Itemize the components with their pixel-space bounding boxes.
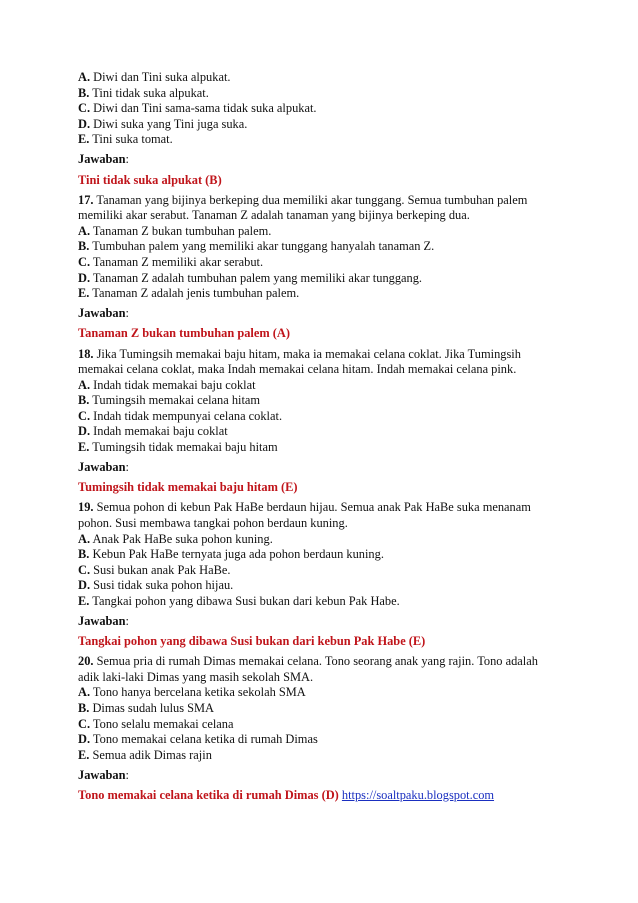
option-b: B. Tumbuhan palem yang memiliki akar tunggang hanyalah tanaman Z. <box>78 239 435 254</box>
question-stem-cont: pohon. Susi membawa tangkai pohon berdaun kuning. <box>78 515 348 530</box>
option-b: B. Tini tidak suka alpukat. <box>78 85 209 100</box>
answer-line <box>78 788 578 804</box>
option-d: D. Tanaman Z adalah tumbuhan palem yang memiliki akar tunggang. <box>78 270 423 285</box>
answer-text: Tumingsih tidak memakai baju hitam (E) <box>78 480 298 495</box>
jawaban-label: Jawaban: <box>78 614 129 628</box>
jawaban-label: Jawaban: <box>78 767 129 782</box>
option-d: D. Susi tidak suka pohon hijau. <box>78 578 234 593</box>
answer-text: Tangkai pohon yang dibawa Susi bukan dari kebun Pak Habe (E) <box>78 634 426 649</box>
option-e: E. Tumingsih tidak memakai baju hitam <box>78 440 278 455</box>
option-c: C. Indah tidak mempunyai celana coklat. <box>78 408 283 423</box>
blog-link[interactable]: https://soaltpaku.blogspot.com <box>341 787 495 802</box>
option-a: A. Indah tidak memakai baju coklat <box>78 377 256 392</box>
document-page <box>78 70 578 804</box>
option-c: C. Diwi dan Tini sama-sama tidak suka alpukat. <box>78 101 317 116</box>
jawaban-label: Jawaban: <box>78 460 129 475</box>
option-a: A. Anak Pak HaBe suka pohon kuning. <box>78 531 273 546</box>
option-a: A. Tono hanya bercelana ketika sekolah SMA <box>78 685 306 700</box>
option-e: E. Tangkai pohon yang dibawa Susi bukan dari kebun Pak Habe. <box>78 593 400 608</box>
question-stem-cont: adik laki-laki Dimas yang masih sekolah SMA. <box>78 669 314 684</box>
option-c: C. Susi bukan anak Pak HaBe. <box>78 562 231 577</box>
answer-text: Tono memakai celana ketika di rumah Dimas (D) <box>78 787 339 802</box>
option-d: D. Diwi suka yang Tini juga suka. <box>78 116 248 131</box>
question-stem: 18. Jika Tumingsih memakai baju hitam, maka ia memakai celana coklat. Jika Tumingsih <box>78 346 521 361</box>
question-18 <box>78 347 578 496</box>
option-e: E. Tanaman Z adalah jenis tumbuhan palem. <box>78 286 300 301</box>
question-stem: 17. Tanaman yang bijinya berkeping dua memiliki akar tunggang. Semua tumbuhan palem <box>78 192 528 207</box>
question-stem-cont: memakai celana coklat, maka Indah memakai celana hitam. Indah memakai celana pink. <box>78 362 517 377</box>
question-stem: 20. Semua pria di rumah Dimas memakai celana. Tono seorang anak yang rajin. Tono adalah <box>78 654 538 669</box>
option-c: C. Tono selalu memakai celana <box>78 716 234 731</box>
option-e: E. Tini suka tomat. <box>78 132 173 147</box>
jawaban-label: Jawaban: <box>78 152 129 167</box>
answer-text: Tini tidak suka alpukat (B) <box>78 172 222 187</box>
option-e: E. Semua adik Dimas rajin <box>78 747 212 762</box>
option-c: C. Tanaman Z memiliki akar serabut. <box>78 255 264 270</box>
question-19 <box>78 500 578 649</box>
question-17 <box>78 193 578 342</box>
option-a: A. Tanaman Z bukan tumbuhan palem. <box>78 223 272 238</box>
option-b: B. Dimas sudah lulus SMA <box>78 700 214 715</box>
jawaban-label: Jawaban: <box>78 306 129 321</box>
question-16 <box>78 70 578 188</box>
answer-text: Tanaman Z bukan tumbuhan palem (A) <box>78 326 290 341</box>
option-d: D. Tono memakai celana ketika di rumah Dimas <box>78 732 318 747</box>
option-b: B. Kebun Pak HaBe ternyata juga ada pohon berdaun kuning. <box>78 547 384 562</box>
question-20 <box>78 654 578 803</box>
option-a: A. Diwi dan Tini suka alpukat. <box>78 70 231 84</box>
option-b: B. Tumingsih memakai celana hitam <box>78 393 261 408</box>
question-stem-cont: memiliki akar serabut. Tanaman Z adalah tanaman yang bijinya berkeping dua. <box>78 208 470 223</box>
option-d: D. Indah memakai baju coklat <box>78 424 228 439</box>
question-stem: 19. Semua pohon di kebun Pak HaBe berdaun hijau. Semua anak Pak HaBe suka menanam <box>78 500 531 515</box>
